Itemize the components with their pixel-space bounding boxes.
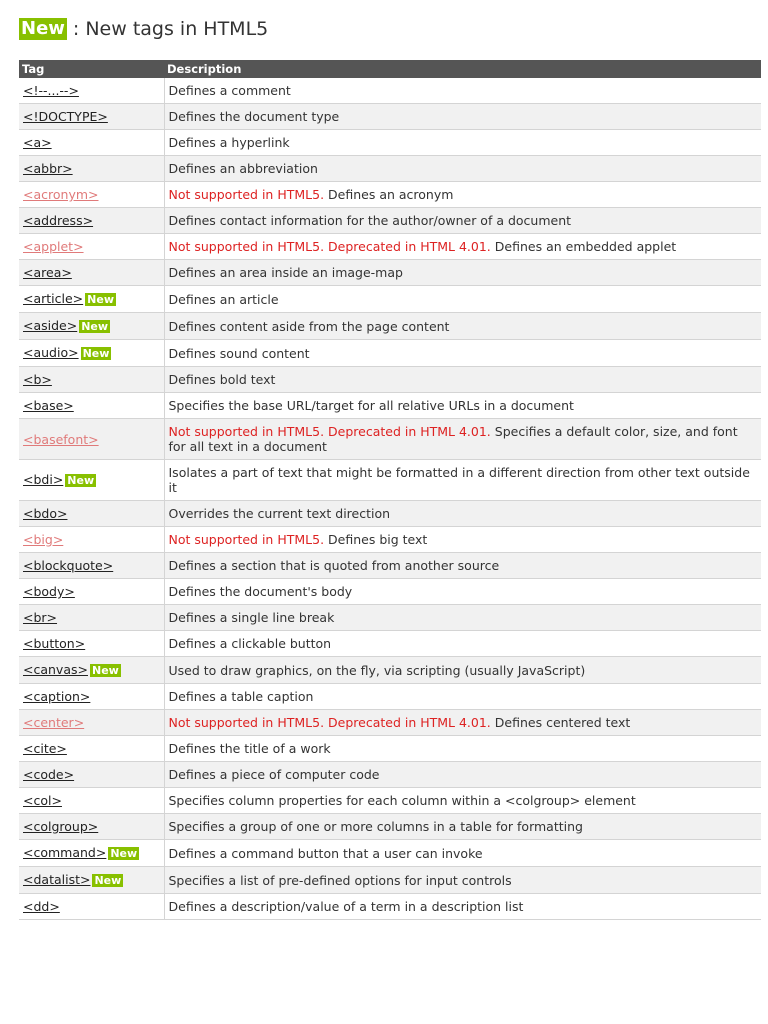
new-badge: New [82,347,110,360]
tag-cell [19,631,164,657]
table-row [19,894,761,920]
description-text: Used to draw graphics, on the fly, via scripting (usually JavaScript) [168,662,586,678]
description-cell [164,130,761,156]
tag-link[interactable]: <acronym> [23,187,99,202]
table-row [19,286,761,313]
tag-link[interactable]: <base> [23,398,74,413]
tag-cell [19,553,164,579]
tag-link[interactable]: <a> [23,135,52,150]
description-text: Defines an abbreviation [168,161,318,176]
tag-cell [19,684,164,710]
tag-link[interactable]: <caption> [23,689,91,704]
table-row [19,130,761,156]
description-cell [164,894,761,920]
description-text: Isolates a part of text that might be formatted in a different direction from other text outside it [168,465,750,495]
tag-cell [19,605,164,631]
description-text: Defines an acronym [328,187,454,202]
new-badge: New [87,293,114,306]
description-text: Defines a command button that a user can invoke [168,845,483,861]
table-row [19,501,761,527]
table-row [19,814,761,840]
tag-link[interactable]: <address> [23,213,94,228]
deprecation-warning: Not supported in HTML5. [168,187,325,202]
description-cell [164,367,761,393]
table-row [19,313,761,340]
table-row [19,340,761,367]
description-cell [164,419,761,460]
table-row [19,393,761,419]
description-text: Defines the document's body [168,584,353,599]
table-row [19,736,761,762]
column-header-tag: Tag [19,60,164,78]
table-row [19,788,761,814]
description-cell [164,286,761,313]
tag-cell [19,208,164,234]
tag-cell [19,657,164,684]
tag-link[interactable]: <b> [23,372,52,387]
description-text: Overrides the current text direction [168,506,391,521]
table-row [19,840,761,867]
description-text: Defines the title of a work [168,741,331,756]
description-cell [164,234,761,260]
description-text: Defines content aside from the page content [168,318,450,334]
description-text: Defines the document type [168,109,340,124]
tag-link[interactable]: <!--...--> [23,83,79,98]
table-header-row [19,60,761,78]
new-badge: New [94,874,122,887]
deprecation-warning: Not supported in HTML5. Deprecated in HTML 4.01. [168,239,491,254]
description-cell [164,527,761,553]
table-row [19,579,761,605]
tag-cell [19,894,164,920]
deprecation-warning: Not supported in HTML5. [168,532,325,547]
new-badge: New [21,18,65,39]
tag-link[interactable]: <datalist> [23,872,91,887]
deprecation-warning: Not supported in HTML5. Deprecated in HTML 4.01. [168,424,491,439]
description-cell [164,867,761,894]
deprecation-warning: Not supported in HTML5. Deprecated in HTML 4.01. [168,715,491,730]
description-text: Defines contact information for the author/owner of a document [168,213,572,228]
description-cell [164,182,761,208]
description-text: Defines bold text [168,372,276,387]
tag-cell [19,78,164,104]
tag-cell [19,527,164,553]
tag-cell [19,260,164,286]
tag-cell [19,104,164,130]
description-text: Defines a piece of computer code [168,767,380,782]
description-cell [164,501,761,527]
description-cell [164,736,761,762]
table-row [19,78,761,104]
tag-link[interactable]: <dd> [23,899,60,914]
table-row [19,762,761,788]
tag-link[interactable]: <aside> [23,318,78,333]
description-text: Specifies a list of pre-defined options for input controls [168,872,512,888]
tag-cell [19,867,164,894]
table-row [19,710,761,736]
description-cell [164,313,761,340]
tag-reference-table [19,60,761,920]
tag-cell [19,788,164,814]
tag-link[interactable]: <bdi> [23,472,64,487]
tag-link[interactable]: <article> [23,291,84,306]
tag-cell [19,130,164,156]
description-text: Defines a clickable button [168,636,332,651]
description-text: Defines an area inside an image-map [168,265,403,280]
description-text: Defines a comment [168,83,291,98]
new-badge: New [91,664,119,677]
description-cell [164,208,761,234]
table-row [19,367,761,393]
table-row [19,156,761,182]
description-text: Specifies a default color, size, and font for all text in a document [168,424,738,454]
column-header-description: Description [164,60,761,78]
tag-cell [19,814,164,840]
new-badge: New [81,320,109,333]
table-row [19,657,761,684]
tag-cell [19,286,164,313]
table-row [19,527,761,553]
new-badge: New [67,474,95,487]
table-row [19,684,761,710]
description-text: Defines big text [328,532,428,547]
tag-cell [19,182,164,208]
description-text: Specifies the base URL/target for all relative URLs in a document [168,398,574,413]
description-text: Specifies a group of one or more columns in a table for formatting [168,819,583,834]
tag-cell [19,156,164,182]
description-cell [164,657,761,684]
table-row [19,104,761,130]
tag-link[interactable]: <center> [23,715,85,730]
tag-link[interactable]: <body> [23,584,75,599]
tag-link[interactable]: <br> [23,610,58,625]
tag-cell [19,710,164,736]
tag-link[interactable]: <area> [23,265,72,280]
tag-link[interactable]: <canvas> [23,662,88,677]
page-title-text: : New tags in HTML5 [72,18,269,40]
description-text: Defines sound content [168,345,310,361]
table-row [19,605,761,631]
page-title [19,18,268,40]
tag-link[interactable]: <col> [23,793,62,808]
tag-cell [19,313,164,340]
tag-cell [19,762,164,788]
tag-link[interactable]: <basefont> [23,431,99,447]
description-cell [164,393,761,419]
table-row [19,419,761,460]
description-cell [164,460,761,501]
description-cell [164,340,761,367]
description-text: Defines an article [168,291,279,307]
table-row [19,631,761,657]
tag-link[interactable]: <applet> [23,239,84,254]
description-cell [164,684,761,710]
tag-cell [19,419,164,460]
new-badge: New [110,847,138,860]
table-row [19,260,761,286]
description-cell [164,553,761,579]
tag-link[interactable]: <colgroup> [23,819,99,834]
tag-link[interactable]: <command> [23,845,107,860]
description-text: Defines centered text [494,715,631,730]
description-cell [164,104,761,130]
description-cell [164,710,761,736]
tag-link[interactable]: <!DOCTYPE> [23,109,108,124]
tag-link[interactable]: <blockquote> [23,558,114,573]
description-cell [164,788,761,814]
tag-cell [19,460,164,501]
tag-link[interactable]: <abbr> [23,161,73,176]
tag-cell [19,393,164,419]
tag-cell [19,340,164,367]
description-cell [164,78,761,104]
tag-cell [19,234,164,260]
table-row [19,182,761,208]
description-text: Defines a section that is quoted from another source [168,558,500,573]
description-text: Defines a single line break [168,610,335,625]
description-cell [164,840,761,867]
description-cell [164,762,761,788]
description-cell [164,605,761,631]
tag-cell [19,367,164,393]
description-text: Defines a hyperlink [168,135,290,150]
description-cell [164,156,761,182]
tag-cell [19,736,164,762]
description-cell [164,260,761,286]
description-text: Defines a table caption [168,689,314,704]
description-text: Defines a description/value of a term in a description list [168,899,524,914]
tag-link[interactable]: <cite> [23,741,67,756]
tag-link[interactable]: <big> [23,532,64,547]
tag-cell [19,840,164,867]
description-cell [164,814,761,840]
table-row [19,460,761,501]
tag-cell [19,501,164,527]
table-row [19,553,761,579]
description-cell [164,579,761,605]
table-row [19,208,761,234]
tag-link[interactable]: <button> [23,636,86,651]
tag-link[interactable]: <audio> [23,345,79,360]
description-cell [164,631,761,657]
description-text: Specifies column properties for each column within a <colgroup> element [168,793,636,808]
tag-link[interactable]: <code> [23,767,75,782]
table-row [19,867,761,894]
table-row [19,234,761,260]
tag-cell [19,579,164,605]
description-text: Defines an embedded applet [494,239,677,254]
tag-link[interactable]: <bdo> [23,506,68,521]
